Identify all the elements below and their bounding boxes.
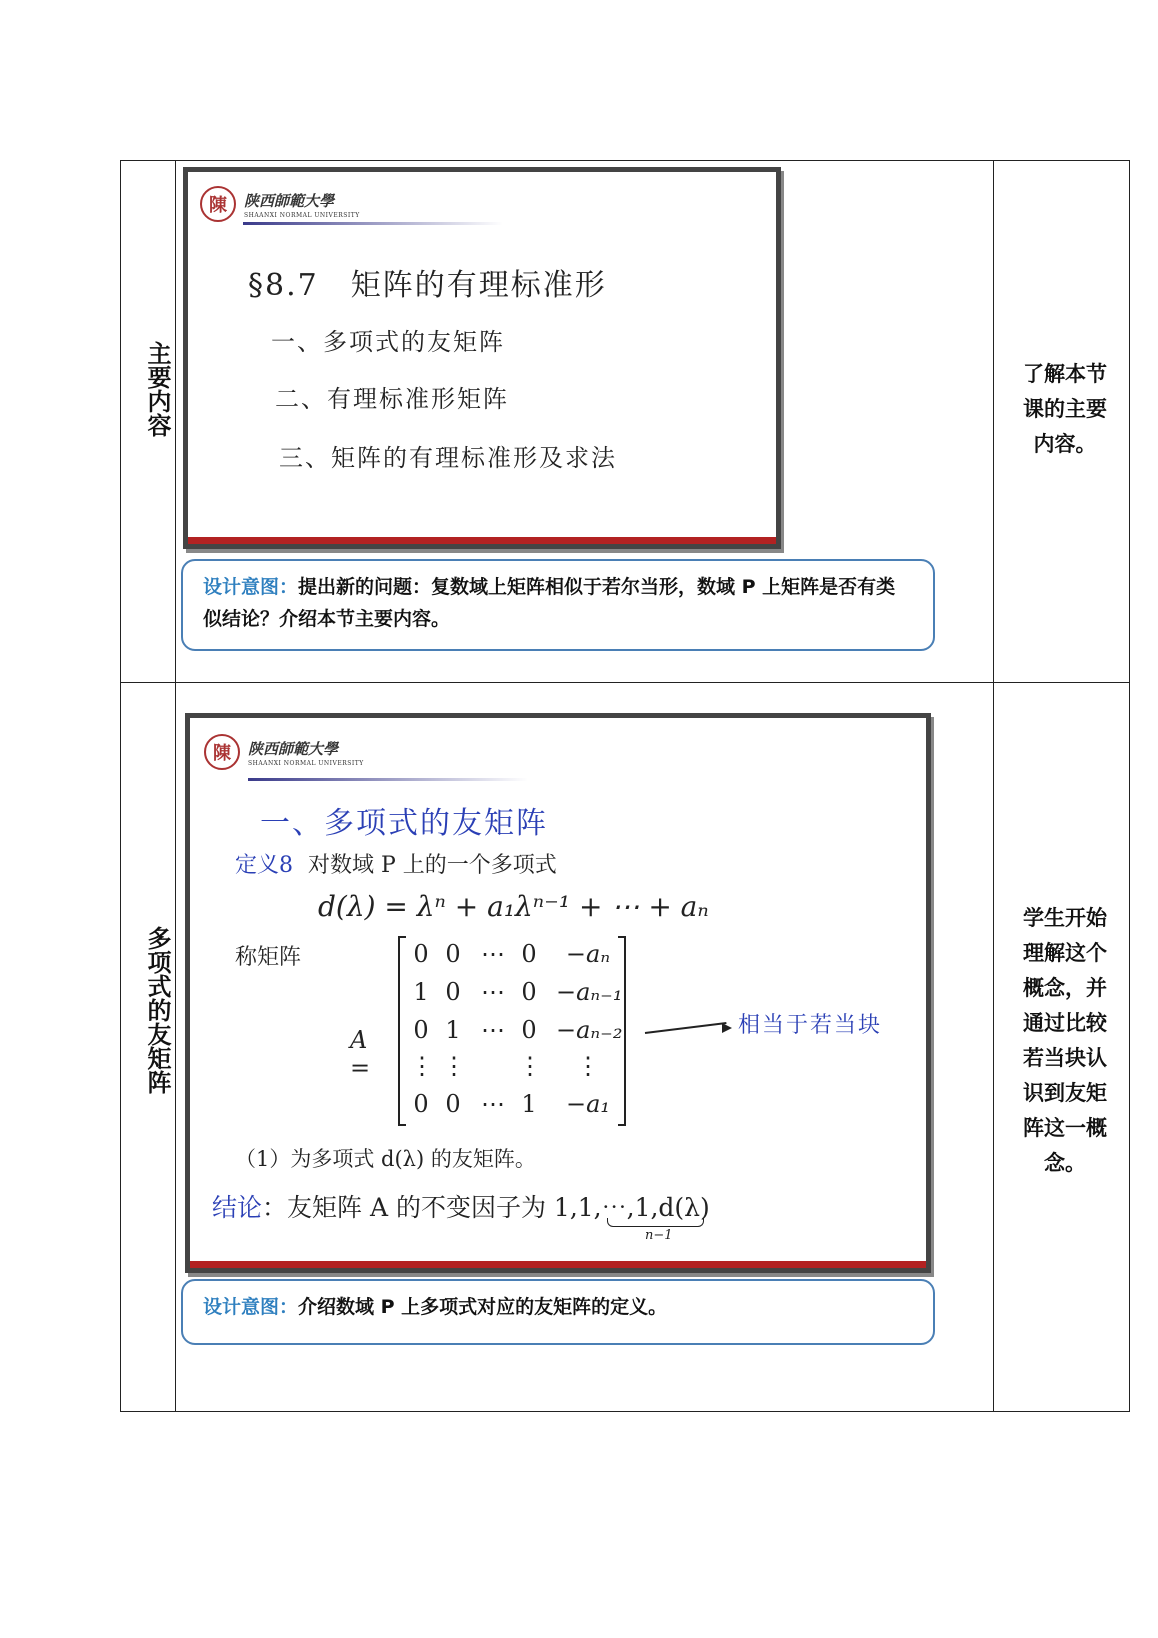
slide-footer-bar: [190, 1261, 926, 1268]
design-intent-text: 提出新的问题：复数域上矩阵相似于若尔当形，数域 P 上矩阵是否有类似结论？介绍本节主要内容。: [203, 576, 896, 630]
slide-companion-matrix: [185, 713, 931, 1273]
arrow-line: [645, 1022, 727, 1034]
teaching-note: 了解本节课的主要内容。: [1023, 362, 1107, 456]
slide-item: 二、有理标准形矩阵: [275, 385, 509, 413]
row-label: 多项式的友矩阵: [143, 926, 171, 1094]
matrix-cell: ⋯: [481, 978, 505, 1006]
university-logo: [204, 734, 364, 770]
logo-english-name: SHAANXI NORMAL UNIVERSITY: [248, 759, 364, 767]
note-cell: [993, 161, 1129, 682]
table-row: [121, 161, 1129, 683]
matrix-left-bracket: [398, 936, 406, 1126]
university-seal-icon: 陳: [200, 186, 236, 222]
slide-heading: 一、多项式的友矩阵: [260, 806, 548, 841]
matrix-cell: 0: [413, 940, 429, 968]
slide-footer-bar: [188, 537, 776, 544]
matrix-cell: 0: [521, 940, 537, 968]
arrow-annotation: 相当于若当块: [738, 1013, 883, 1038]
slide-title: §8.7 矩阵的有理标准形: [248, 268, 607, 303]
matrix-intro-text: 称矩阵: [235, 945, 302, 970]
logo-underline: [248, 778, 528, 781]
matrix-cell: 0: [413, 1016, 429, 1044]
definition-label: 定义8: [235, 853, 293, 878]
companion-matrix-caption: （1）为多项式 d(λ) 的友矩阵。: [235, 1147, 536, 1171]
conclusion-label: 结论: [212, 1193, 263, 1222]
logo-english-name: SHAANXI NORMAL UNIVERSITY: [244, 211, 360, 219]
matrix-cell: ⋯: [481, 1090, 505, 1118]
matrix-cell: −aₙ: [565, 940, 611, 968]
matrix-row: [410, 978, 623, 1016]
definition-line: [235, 848, 557, 879]
matrix-cell: 0: [445, 1090, 461, 1118]
matrix-row: [410, 940, 620, 978]
arrow-right-icon: [722, 1023, 732, 1033]
university-seal-icon: 陳: [204, 734, 240, 770]
conclusion-text: ：友矩阵 A 的不变因子为 1,1,⋯,1,d(λ): [262, 1193, 710, 1222]
matrix-cell: ⋯: [481, 940, 505, 968]
matrix-cell: 0: [445, 978, 461, 1006]
matrix-cell: ⋮: [576, 1052, 600, 1080]
matrix-cell: 0: [445, 940, 461, 968]
polynomial-formula: d(λ) = λⁿ + a₁λⁿ⁻¹ + ⋯ + aₙ: [318, 890, 709, 923]
table-row: [121, 683, 1129, 1411]
design-intent-box: [181, 559, 935, 651]
logo-chinese-name: 陕西師範大學: [248, 739, 339, 758]
slide-item: 三、矩阵的有理标准形及求法: [279, 444, 617, 472]
definition-text: 对数域 P 上的一个多项式: [308, 853, 557, 878]
row-label: 主要内容: [143, 341, 171, 437]
row-label-cell: [121, 161, 176, 682]
matrix-cell: 0: [413, 1090, 429, 1118]
matrix-cell: −aₙ₋₁: [556, 978, 623, 1006]
underbrace-label: n−1: [645, 1228, 673, 1243]
row-label-cell: [121, 683, 176, 1411]
matrix-name: A =: [350, 1026, 371, 1082]
matrix-cell: 1: [521, 1090, 537, 1118]
matrix-row: [410, 1016, 623, 1054]
matrix-row: [410, 1052, 620, 1090]
design-intent-label: 设计意图：: [203, 576, 299, 598]
underbrace: [607, 1218, 704, 1227]
matrix-cell: 1: [445, 1016, 461, 1044]
lesson-table: [120, 160, 1130, 1412]
matrix-cell: ⋮: [410, 1052, 434, 1080]
matrix-cell: 0: [521, 1016, 537, 1044]
matrix-cell: ⋮: [442, 1052, 466, 1080]
slide-main-content: [183, 167, 781, 549]
matrix-cell: ⋮: [518, 1052, 542, 1080]
matrix-right-bracket: [618, 936, 626, 1126]
matrix-row: [410, 1090, 620, 1128]
matrix-cell: −aₙ₋₂: [556, 1016, 623, 1044]
university-logo: [200, 186, 360, 222]
design-intent-box: [181, 1279, 935, 1345]
design-intent-text: 介绍数域 P 上多项式对应的友矩阵的定义。: [298, 1296, 668, 1318]
matrix-cell: ⋯: [481, 1016, 505, 1044]
design-intent-label: 设计意图：: [203, 1296, 299, 1318]
note-cell: [993, 683, 1129, 1411]
logo-underline: [243, 222, 503, 225]
matrix-cell: −a₁: [565, 1090, 611, 1118]
teaching-note: 学生开始理解这个概念，并通过比较若当块认识到友矩阵这一概念。: [1023, 906, 1107, 1175]
logo-chinese-name: 陕西師範大學: [244, 191, 335, 210]
matrix-cell: 1: [413, 978, 429, 1006]
matrix-cell: 0: [521, 978, 537, 1006]
slide-item: 一、多项式的友矩阵: [271, 328, 505, 356]
